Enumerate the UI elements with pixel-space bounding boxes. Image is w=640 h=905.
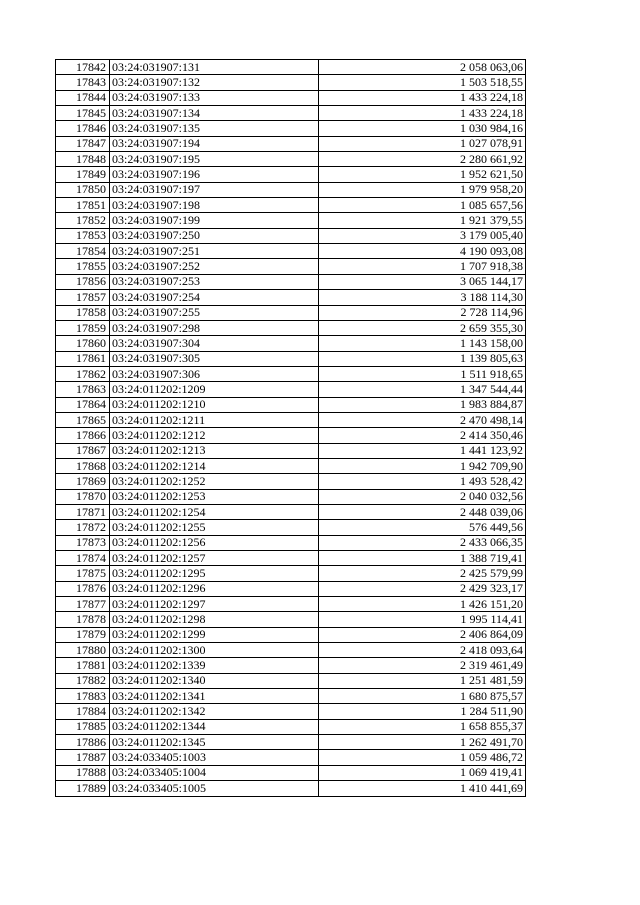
cadastral-number-cell: 03:24:033405:1003 <box>110 750 319 765</box>
cadastral-number-cell: 03:24:031907:252 <box>110 259 319 274</box>
cadastral-value-cell: 2 414 350,46 <box>319 428 526 443</box>
cadastral-number-cell: 03:24:011202:1257 <box>110 551 319 566</box>
row-number-cell: 17886 <box>56 735 110 750</box>
table-row <box>56 458 526 473</box>
cadastral-number-cell: 03:24:011202:1344 <box>110 719 319 734</box>
cadastral-value-cell: 1 680 875,57 <box>319 689 526 704</box>
cadastral-number-cell: 03:24:011202:1339 <box>110 658 319 673</box>
cadastral-value-cell: 2 470 498,14 <box>319 412 526 427</box>
cadastral-value-cell: 4 190 093,08 <box>319 244 526 259</box>
row-number-cell: 17878 <box>56 612 110 627</box>
table-row <box>56 305 526 320</box>
cadastral-value-cell: 2 406 864,09 <box>319 627 526 642</box>
cadastral-value-cell: 1 388 719,41 <box>319 551 526 566</box>
cadastral-value-cell: 1 441 123,92 <box>319 443 526 458</box>
cadastral-number-cell: 03:24:031907:255 <box>110 305 319 320</box>
cadastral-value-cell: 1 347 544,44 <box>319 382 526 397</box>
cadastral-number-cell: 03:24:011202:1297 <box>110 597 319 612</box>
cadastral-number-cell: 03:24:011202:1295 <box>110 566 319 581</box>
cadastral-value-cell: 2 058 063,06 <box>319 60 526 75</box>
cadastral-value-cell: 576 449,56 <box>319 520 526 535</box>
cadastral-value-cell: 2 728 114,96 <box>319 305 526 320</box>
table-row <box>56 136 526 151</box>
row-number-cell: 17868 <box>56 458 110 473</box>
row-number-cell: 17867 <box>56 443 110 458</box>
row-number-cell: 17882 <box>56 673 110 688</box>
table-row <box>56 290 526 305</box>
cadastral-value-cell: 1 433 224,18 <box>319 106 526 121</box>
table-row <box>56 382 526 397</box>
cadastral-number-cell: 03:24:031907:197 <box>110 182 319 197</box>
table-row <box>56 750 526 765</box>
row-number-cell: 17847 <box>56 136 110 151</box>
cadastral-number-cell: 03:24:031907:304 <box>110 336 319 351</box>
cadastral-number-cell: 03:24:033405:1005 <box>110 781 319 796</box>
row-number-cell: 17848 <box>56 152 110 167</box>
row-number-cell: 17853 <box>56 228 110 243</box>
cadastral-number-cell: 03:24:011202:1213 <box>110 443 319 458</box>
cadastral-number-cell: 03:24:031907:298 <box>110 320 319 335</box>
table-row <box>56 474 526 489</box>
cadastral-number-cell: 03:24:031907:251 <box>110 244 319 259</box>
table-row <box>56 274 526 289</box>
row-number-cell: 17844 <box>56 90 110 105</box>
table-row <box>56 643 526 658</box>
row-number-cell: 17861 <box>56 351 110 366</box>
cadastral-number-cell: 03:24:011202:1253 <box>110 489 319 504</box>
cadastral-value-cell: 1 284 511,90 <box>319 704 526 719</box>
cadastral-number-cell: 03:24:031907:195 <box>110 152 319 167</box>
cadastral-value-cell: 1 979 958,20 <box>319 182 526 197</box>
table-row <box>56 244 526 259</box>
table-row <box>56 320 526 335</box>
row-number-cell: 17854 <box>56 244 110 259</box>
cadastral-number-cell: 03:24:031907:254 <box>110 290 319 305</box>
cadastral-number-cell: 03:24:011202:1255 <box>110 520 319 535</box>
row-number-cell: 17855 <box>56 259 110 274</box>
table-row <box>56 106 526 121</box>
cadastral-value-cell: 1 143 158,00 <box>319 336 526 351</box>
cadastral-number-cell: 03:24:031907:199 <box>110 213 319 228</box>
table-row <box>56 765 526 780</box>
row-number-cell: 17877 <box>56 597 110 612</box>
cadastral-value-cell: 2 040 032,56 <box>319 489 526 504</box>
table-row <box>56 60 526 75</box>
cadastral-number-cell: 03:24:011202:1298 <box>110 612 319 627</box>
cadastral-number-cell: 03:24:031907:250 <box>110 228 319 243</box>
cadastral-value-cell: 1 410 441,69 <box>319 781 526 796</box>
cadastral-number-cell: 03:24:011202:1209 <box>110 382 319 397</box>
table-body <box>56 60 526 797</box>
cadastral-number-cell: 03:24:031907:196 <box>110 167 319 182</box>
cadastral-value-cell: 1 511 918,65 <box>319 366 526 381</box>
cadastral-number-cell: 03:24:011202:1345 <box>110 735 319 750</box>
cadastral-number-cell: 03:24:011202:1299 <box>110 627 319 642</box>
cadastral-number-cell: 03:24:031907:131 <box>110 60 319 75</box>
table-row <box>56 228 526 243</box>
row-number-cell: 17881 <box>56 658 110 673</box>
row-number-cell: 17845 <box>56 106 110 121</box>
cadastral-value-cell: 2 280 661,92 <box>319 152 526 167</box>
table-row <box>56 551 526 566</box>
table-row <box>56 658 526 673</box>
table-row <box>56 719 526 734</box>
row-number-cell: 17859 <box>56 320 110 335</box>
row-number-cell: 17852 <box>56 213 110 228</box>
row-number-cell: 17880 <box>56 643 110 658</box>
cadastral-value-cell: 1 707 918,38 <box>319 259 526 274</box>
cadastral-value-cell: 1 493 528,42 <box>319 474 526 489</box>
row-number-cell: 17851 <box>56 198 110 213</box>
cadastral-number-cell: 03:24:011202:1342 <box>110 704 319 719</box>
cadastral-value-cell: 3 179 005,40 <box>319 228 526 243</box>
table-row <box>56 90 526 105</box>
row-number-cell: 17874 <box>56 551 110 566</box>
cadastral-value-cell: 1 059 486,72 <box>319 750 526 765</box>
row-number-cell: 17864 <box>56 397 110 412</box>
cadastral-value-cell: 1 983 884,87 <box>319 397 526 412</box>
cadastral-value-cell: 1 139 805,63 <box>319 351 526 366</box>
row-number-cell: 17846 <box>56 121 110 136</box>
cadastral-number-cell: 03:24:011202:1252 <box>110 474 319 489</box>
row-number-cell: 17872 <box>56 520 110 535</box>
cadastral-number-cell: 03:24:031907:305 <box>110 351 319 366</box>
cadastral-value-cell: 1 030 984,16 <box>319 121 526 136</box>
cadastral-value-cell: 1 503 518,55 <box>319 75 526 90</box>
cadastral-number-cell: 03:24:011202:1340 <box>110 673 319 688</box>
cadastral-value-table <box>55 59 526 797</box>
row-number-cell: 17862 <box>56 366 110 381</box>
table-row <box>56 75 526 90</box>
table-row <box>56 520 526 535</box>
table-row <box>56 704 526 719</box>
row-number-cell: 17887 <box>56 750 110 765</box>
table-row <box>56 428 526 443</box>
row-number-cell: 17885 <box>56 719 110 734</box>
table-row <box>56 182 526 197</box>
table-row <box>56 566 526 581</box>
row-number-cell: 17843 <box>56 75 110 90</box>
table-row <box>56 581 526 596</box>
row-number-cell: 17860 <box>56 336 110 351</box>
table-row <box>56 121 526 136</box>
cadastral-number-cell: 03:24:033405:1004 <box>110 765 319 780</box>
row-number-cell: 17888 <box>56 765 110 780</box>
row-number-cell: 17842 <box>56 60 110 75</box>
table-row <box>56 213 526 228</box>
cadastral-number-cell: 03:24:031907:194 <box>110 136 319 151</box>
cadastral-value-cell: 2 319 461,49 <box>319 658 526 673</box>
cadastral-value-cell: 1 262 491,70 <box>319 735 526 750</box>
cadastral-number-cell: 03:24:011202:1211 <box>110 412 319 427</box>
cadastral-number-cell: 03:24:031907:198 <box>110 198 319 213</box>
cadastral-value-cell: 2 659 355,30 <box>319 320 526 335</box>
row-number-cell: 17866 <box>56 428 110 443</box>
table-row <box>56 152 526 167</box>
row-number-cell: 17870 <box>56 489 110 504</box>
cadastral-value-cell: 1 942 709,90 <box>319 458 526 473</box>
cadastral-number-cell: 03:24:011202:1210 <box>110 397 319 412</box>
cadastral-value-cell: 1 426 151,20 <box>319 597 526 612</box>
cadastral-value-cell: 1 027 078,91 <box>319 136 526 151</box>
cadastral-number-cell: 03:24:031907:132 <box>110 75 319 90</box>
row-number-cell: 17884 <box>56 704 110 719</box>
cadastral-value-cell: 3 188 114,30 <box>319 290 526 305</box>
row-number-cell: 17849 <box>56 167 110 182</box>
row-number-cell: 17850 <box>56 182 110 197</box>
row-number-cell: 17871 <box>56 504 110 519</box>
cadastral-value-cell: 2 448 039,06 <box>319 504 526 519</box>
cadastral-number-cell: 03:24:011202:1212 <box>110 428 319 443</box>
table-row <box>56 198 526 213</box>
cadastral-value-cell: 1 921 379,55 <box>319 213 526 228</box>
row-number-cell: 17876 <box>56 581 110 596</box>
table-row <box>56 627 526 642</box>
cadastral-value-cell: 1 433 224,18 <box>319 90 526 105</box>
row-number-cell: 17863 <box>56 382 110 397</box>
row-number-cell: 17869 <box>56 474 110 489</box>
row-number-cell: 17856 <box>56 274 110 289</box>
table-row <box>56 504 526 519</box>
row-number-cell: 17879 <box>56 627 110 642</box>
row-number-cell: 17858 <box>56 305 110 320</box>
table-row <box>56 167 526 182</box>
table-row <box>56 259 526 274</box>
cadastral-value-cell: 2 418 093,64 <box>319 643 526 658</box>
cadastral-value-cell: 1 658 855,37 <box>319 719 526 734</box>
table-row <box>56 443 526 458</box>
row-number-cell: 17873 <box>56 535 110 550</box>
table-row <box>56 336 526 351</box>
table-row <box>56 351 526 366</box>
table-row <box>56 397 526 412</box>
cadastral-number-cell: 03:24:011202:1256 <box>110 535 319 550</box>
cadastral-value-cell: 3 065 144,17 <box>319 274 526 289</box>
cadastral-value-cell: 1 069 419,41 <box>319 765 526 780</box>
table-row <box>56 673 526 688</box>
cadastral-number-cell: 03:24:011202:1214 <box>110 458 319 473</box>
table-row <box>56 781 526 796</box>
cadastral-value-cell: 1 995 114,41 <box>319 612 526 627</box>
row-number-cell: 17883 <box>56 689 110 704</box>
cadastral-number-cell: 03:24:031907:135 <box>110 121 319 136</box>
cadastral-value-cell: 1 085 657,56 <box>319 198 526 213</box>
table-row <box>56 612 526 627</box>
cadastral-value-cell: 2 425 579,99 <box>319 566 526 581</box>
table-row <box>56 735 526 750</box>
table-row <box>56 489 526 504</box>
cadastral-value-cell: 2 429 323,17 <box>319 581 526 596</box>
table-row <box>56 412 526 427</box>
cadastral-number-cell: 03:24:031907:133 <box>110 90 319 105</box>
cadastral-number-cell: 03:24:011202:1296 <box>110 581 319 596</box>
cadastral-number-cell: 03:24:031907:253 <box>110 274 319 289</box>
cadastral-value-cell: 1 952 621,50 <box>319 167 526 182</box>
row-number-cell: 17889 <box>56 781 110 796</box>
table-row <box>56 689 526 704</box>
cadastral-number-cell: 03:24:031907:306 <box>110 366 319 381</box>
cadastral-number-cell: 03:24:031907:134 <box>110 106 319 121</box>
cadastral-value-cell: 2 433 066,35 <box>319 535 526 550</box>
cadastral-number-cell: 03:24:011202:1254 <box>110 504 319 519</box>
table-row <box>56 597 526 612</box>
cadastral-number-cell: 03:24:011202:1341 <box>110 689 319 704</box>
cadastral-number-cell: 03:24:011202:1300 <box>110 643 319 658</box>
row-number-cell: 17865 <box>56 412 110 427</box>
cadastral-value-cell: 1 251 481,59 <box>319 673 526 688</box>
row-number-cell: 17875 <box>56 566 110 581</box>
table-row <box>56 535 526 550</box>
row-number-cell: 17857 <box>56 290 110 305</box>
table-row <box>56 366 526 381</box>
